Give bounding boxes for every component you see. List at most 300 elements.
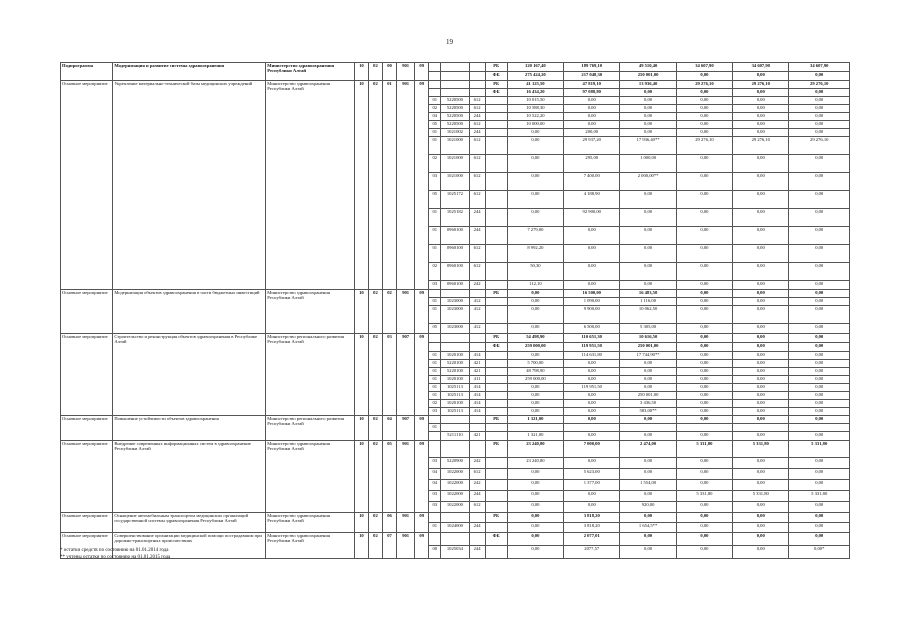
amount-cell: 5 331,80 [789,441,850,458]
amount-cell: 5 331,80 [733,441,789,458]
amount-cell: 0,00 [620,121,676,129]
code-cell [485,173,507,191]
code-cell: 0960100 [441,227,469,245]
amount-cell: 0,00 [564,491,620,502]
code-cell: 10 [354,441,368,513]
amount-cell: 0,00 [789,416,850,424]
code-cell [485,155,507,173]
amount-cell: 119 951,50 [564,343,620,352]
amount-cell: 0,00 [789,155,850,173]
code-cell: РБ [485,513,507,523]
code-cell: 01 [429,97,441,105]
code-cell: 06 [383,513,397,533]
code-cell: 02 [429,105,441,113]
amount-cell: 5 331,80 [733,491,789,502]
amount-cell: 0,00 [507,290,563,298]
code-cell: 05 [383,441,397,513]
code-cell [485,137,507,155]
amount-cell: 0,00 [789,263,850,281]
code-cell: 10 [354,533,368,559]
amount-cell: 47 819,10 [564,81,620,89]
amount-cell: 250 001,00 [620,343,676,352]
code-cell [485,392,507,400]
amount-cell: 0,00 [676,408,732,416]
amount-cell: 0,00 [676,173,732,191]
amount-cell: 0,00 [789,480,850,491]
amount-cell: 0,00 [620,432,676,441]
code-cell [485,324,507,334]
amount-cell: 7 279,00 [507,227,563,245]
code-cell: 05 [429,191,441,209]
amount-cell: 0,00 [733,89,789,97]
amount-cell: 119 951,50 [564,384,620,392]
amount-cell: 0,00 [676,245,732,263]
amount-cell: 0,00 [676,121,732,129]
amount-cell: 0,00 [789,352,850,360]
amount-cell: 0,00 [620,97,676,105]
code-cell: 5211110 [441,432,469,441]
amount-cell: 0,00 [733,408,789,416]
amount-cell: 0,00 [789,89,850,97]
code-cell: 1020100 [441,376,469,384]
amount-cell: 13 936,40 [620,81,676,89]
code-cell [485,263,507,281]
executor-cell: Министерство здравоохранения Республики Алтай [266,533,355,559]
code-cell: 01 [429,352,441,360]
code-cell: 244 [469,113,485,121]
executor-cell: Министерство здравоохранения Республики Алтай [266,81,355,290]
amount-cell: 0,00 [676,97,732,105]
amount-cell: 0,00* [789,546,850,559]
code-cell: 901 [397,533,415,559]
amount-cell: 0,00 [676,191,732,209]
amount-cell: 0,00 [733,469,789,480]
amount-cell: 0,00 [676,227,732,245]
code-cell [469,334,485,343]
code-cell: 1022000 [441,469,469,480]
amount-cell: 2 000,00** [620,173,676,191]
amount-cell: 0,00 [733,306,789,324]
table-row [61,63,850,72]
code-cell: РБ [485,334,507,343]
amount-cell: 0,00 [733,546,789,559]
code-cell: 10 [354,81,368,290]
amount-cell: 0,00 [676,523,732,533]
code-cell: 244 [469,227,485,245]
amount-cell: 0,00 [676,352,732,360]
code-cell: 10 [354,513,368,533]
amount-cell: 0,00 [564,360,620,368]
table-row [61,290,850,298]
program-name-cell: Совершенствование организации медицинской помощи пострадавшим при дорожно-транспортных происшествиях [113,533,266,559]
code-cell: 04 [383,416,397,441]
code-cell [485,384,507,392]
code-cell [485,191,507,209]
amount-cell: 0,00 [507,191,563,209]
amount-cell: 0,00 [733,502,789,513]
amount-cell: 0,00 [789,523,850,533]
code-cell: 01 [429,392,441,400]
amount-cell: 110 651,30 [564,334,620,343]
code-cell: 612 [469,469,485,480]
amount-cell: 0,00 [733,173,789,191]
code-cell [429,334,441,343]
code-cell: 03 [429,458,441,469]
code-cell: 421 [469,368,485,376]
code-cell: 00 [383,63,397,81]
code-cell: 244 [469,491,485,502]
code-cell [485,376,507,384]
amount-cell: 259 000,00 [507,376,563,384]
code-cell [485,432,507,441]
amount-cell: 0,00 [733,416,789,424]
amount-cell: 50,30 [507,263,563,281]
code-cell: 01 [429,209,441,227]
amount-cell: 7 000,00 [564,441,620,458]
amount-cell: 0,00 [676,392,732,400]
amount-cell: 1 000,00 [620,155,676,173]
code-cell [485,480,507,491]
code-cell: 414 [469,384,485,392]
code-cell: 02 [368,290,382,334]
code-cell [469,89,485,97]
code-cell: 02 [368,81,382,290]
code-cell [485,546,507,559]
amount-cell: 0,00 [676,502,732,513]
amount-cell: 0,00 [676,155,732,173]
code-cell [485,352,507,360]
code-cell: 1025113 [441,408,469,416]
code-cell: 01 [429,137,441,155]
code-cell: 244 [469,209,485,227]
code-cell: 612 [469,502,485,513]
table-body [61,63,850,559]
amount-cell: 0,00 [564,113,620,121]
amount-cell: 0,00 [733,352,789,360]
code-cell: 04 [429,113,441,121]
amount-cell: 0,00 [676,72,732,81]
code-cell [485,400,507,408]
code-cell: 242 [469,458,485,469]
code-cell [469,72,485,81]
amount-cell: 0,00 [507,298,563,306]
footnote: * остатки средств по состоянию на 01.01.2014 года [60,548,169,553]
amount-cell: 0,00 [733,376,789,384]
code-cell: 01 [383,81,397,290]
amount-cell: 0,00 [676,469,732,480]
amount-cell: 0,00 [789,432,850,441]
amount-cell: 34 607,90 [733,63,789,72]
amount-cell [620,424,676,432]
amount-cell: 0,00 [789,173,850,191]
code-cell: 5220900 [441,458,469,469]
amount-cell: 0,00 [564,227,620,245]
amount-cell: 0,00 [789,227,850,245]
executor-cell: Министерство здравоохранения Республики Алтай [266,513,355,533]
amount-cell: 250 001,00 [620,392,676,400]
code-cell [485,469,507,480]
amount-cell: 0,00 [564,416,620,424]
amount-cell: 5 305,00 [620,324,676,334]
amount-cell: 0,00 [507,352,563,360]
code-cell: 414 [469,352,485,360]
code-cell: 901 [397,290,415,334]
code-cell [429,81,441,89]
code-cell: 612 [469,263,485,281]
amount-cell: 0,00 [676,334,732,343]
amount-cell: 583,00** [620,408,676,416]
code-cell [441,343,469,352]
amount-cell: 7 400,00 [564,173,620,191]
code-cell [485,113,507,121]
code-cell: 01 [429,306,441,324]
amount-cell: 0,00 [507,155,563,173]
code-cell [485,502,507,513]
code-cell: 0960100 [441,245,469,263]
code-cell [441,290,469,298]
program-name-cell: Модернизация и развитие системы здравоохранения [113,63,266,81]
executor-cell: Министерство здравоохранения Республики Алтай [266,441,355,513]
code-cell: 09 [415,513,429,533]
amount-cell: 1 321,00 [507,432,563,441]
amount-cell: 0,00 [564,263,620,281]
code-cell: 412 [469,298,485,306]
code-cell: РБ [485,416,507,424]
amount-cell: 3 436,50 [620,400,676,408]
amount-cell: 0,00 [620,227,676,245]
amount-cell: 10 522,20 [507,113,563,121]
code-cell: 02 [368,513,382,533]
code-cell [441,334,469,343]
code-cell [429,441,441,458]
code-cell: 414 [469,408,485,416]
amount-cell: 0,00 [733,290,789,298]
amount-cell [733,424,789,432]
amount-cell: 0,00 [733,298,789,306]
code-cell: 01 [429,298,441,306]
amount-cell [507,424,563,432]
amount-cell: 0,00 [733,400,789,408]
amount-cell: 5 331,80 [676,441,732,458]
amount-cell: 0,00 [620,376,676,384]
code-cell: 1024000 [441,523,469,533]
amount-cell: 0,00 [733,523,789,533]
program-type-cell: Основное мероприятие [61,290,113,334]
code-cell [469,424,485,432]
amount-cell: 0,00 [620,533,676,546]
code-cell: 01 [429,368,441,376]
program-name-cell: Повышение устойчивости объектов здравоохранения [113,416,266,441]
code-cell: 901 [397,63,415,81]
amount-cell: 0,00 [620,458,676,469]
amount-cell: 0,00 [733,263,789,281]
program-name-cell: Модернизация объектов здравоохранения в части бюджетных инвестиций [113,290,266,334]
amount-cell: 0,00 [620,209,676,227]
amount-cell: 29 937,20 [564,137,620,155]
code-cell [441,63,469,72]
amount-cell: 0,00 [733,360,789,368]
amount-cell: 0,00 [620,491,676,502]
code-cell: 1023000 [441,324,469,334]
amount-cell [564,424,620,432]
amount-cell: 0,00 [507,392,563,400]
amount-cell: 34 607,90 [789,63,850,72]
code-cell: 1021000 [441,137,469,155]
amount-cell: 0,00 [507,533,563,546]
amount-cell: 0,00 [507,173,563,191]
code-cell: 612 [469,245,485,263]
amount-cell: 29 276,10 [733,81,789,89]
amount-cell: 29 276,10 [789,137,850,155]
code-cell: 02 [429,155,441,173]
program-name-cell: Оснащение автомобильным транспортом медицинских организаций государственной системы здравоохранения Республики Алтай [113,513,266,533]
program-name-cell: Укрепление материально-технической базы медицинских учреждений [113,81,266,290]
amount-cell: 0,00 [676,324,732,334]
code-cell [485,491,507,502]
code-cell: 09 [415,81,429,290]
amount-cell: 0,00 [789,306,850,324]
amount-cell: 48 798,90 [507,368,563,376]
code-cell: 09 [415,63,429,81]
code-cell [429,513,441,523]
code-cell: 01 [429,523,441,533]
code-cell: 412 [469,306,485,324]
code-cell [429,290,441,298]
code-cell: 1020100 [441,400,469,408]
amount-cell: 0,00 [620,105,676,113]
amount-cell: 0,00 [789,334,850,343]
amount-cell: 0,00 [564,502,620,513]
amount-cell: 0,00 [789,72,850,81]
amount-cell: 0,00 [733,384,789,392]
code-cell: 907 [397,334,415,416]
amount-cell: 0,00 [507,480,563,491]
code-cell [441,89,469,97]
program-type-cell: Основное мероприятие [61,416,113,441]
amount-cell: 0,00 [507,408,563,416]
code-cell [469,416,485,424]
code-cell: 242 [469,480,485,491]
code-cell [485,281,507,290]
amount-cell: 17 744,90** [620,352,676,360]
code-cell [485,97,507,105]
amount-cell: 97 088,80 [564,89,620,97]
code-cell [441,81,469,89]
code-cell: 01 [429,376,441,384]
footnote: ** учтены остатки по состоянию на 01.01.2015 года [60,554,171,560]
table-row [61,441,850,458]
amount-cell: 0,00 [676,480,732,491]
amount-cell: 0,00 [733,480,789,491]
code-cell: 05 [429,324,441,334]
code-cell [469,81,485,89]
code-cell: 09 [415,416,429,441]
code-cell [485,306,507,324]
amount-cell: 5 700,00 [507,360,563,368]
code-cell [485,408,507,416]
code-cell: 5220500 [441,97,469,105]
amount-cell: 0,00 [507,137,563,155]
amount-cell: 23 240,80 [507,458,563,469]
amount-cell: 8 992,20 [507,245,563,263]
code-cell [485,424,507,432]
amount-cell: 0,00 [676,513,732,523]
amount-cell: 0,00 [676,105,732,113]
amount-cell: 0,00 [620,129,676,137]
code-cell [485,360,507,368]
amount-cell: 0,00 [507,491,563,502]
code-cell: 1023000 [441,306,469,324]
amount-cell: 0,00 [507,469,563,480]
code-cell: 03 [383,334,397,416]
program-type-cell: Основное мероприятие [61,334,113,416]
program-type-cell: Основное мероприятие [61,513,113,533]
code-cell: 01 [429,129,441,137]
executor-cell: Министерство регионального развития Республики Алтай [266,416,355,441]
code-cell: 02 [429,263,441,281]
code-cell: 09 [415,533,429,559]
amount-cell: 0,00 [676,368,732,376]
code-cell: 414 [469,392,485,400]
code-cell [441,533,469,546]
code-cell [469,533,485,546]
amount-cell: 16 500,00 [564,290,620,298]
table-row [61,513,850,523]
code-cell: РБ [485,81,507,89]
amount-cell: 0,00 [564,392,620,400]
amount-cell: 0,00 [620,89,676,97]
code-cell [485,245,507,263]
code-cell: РБ [485,290,507,298]
amount-cell: 0,00 [789,392,850,400]
code-cell: 5220500 [441,113,469,121]
amount-cell: 0,00 [564,105,620,113]
page-number: 19 [446,38,453,46]
code-cell: 03 [429,408,441,416]
amount-cell: 0,00 [620,469,676,480]
amount-cell: 0,00 [789,408,850,416]
amount-cell: 0,00 [789,245,850,263]
code-cell: 01 [429,245,441,263]
amount-cell: 0,00 [733,458,789,469]
amount-cell: 0,00 [733,72,789,81]
amount-cell: 0,00 [789,384,850,392]
amount-cell: 0,00 [620,416,676,424]
amount-cell: 0,00 [733,533,789,546]
code-cell: 02 [368,533,382,559]
amount-cell: 0,00 [789,129,850,137]
amount-cell: 0,00 [507,523,563,533]
amount-cell: 0,00 [733,113,789,121]
code-cell [429,343,441,352]
amount-cell: 5 331,80 [676,491,732,502]
code-cell [469,513,485,523]
code-cell: 09 [415,290,429,334]
program-type-cell: Основное мероприятие [61,81,113,290]
amount-cell: 295,00 [564,155,620,173]
amount-cell: 0,00 [733,191,789,209]
code-cell [441,513,469,523]
table-row [61,416,850,424]
amount-cell: 16 434,20 [507,89,563,97]
amount-cell: 0,00 [676,416,732,424]
program-type-cell: Основное мероприятие [61,441,113,513]
code-cell: 02 [368,441,382,513]
code-cell: 414 [469,400,485,408]
amount-cell: 1 321,00 [507,416,563,424]
code-cell: 02 [368,334,382,416]
amount-cell: 0,00 [620,263,676,281]
